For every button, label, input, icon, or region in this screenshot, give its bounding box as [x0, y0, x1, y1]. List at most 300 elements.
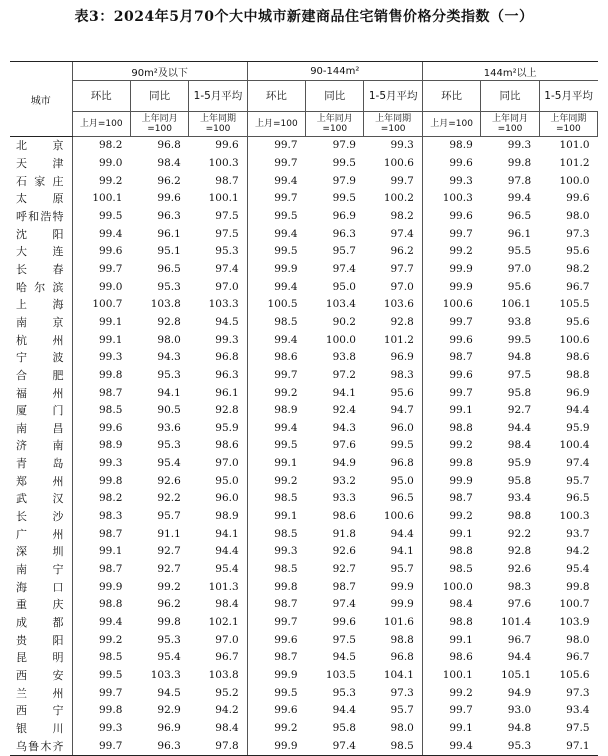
index-value: 97.1 — [539, 737, 597, 755]
index-value: 103.4 — [325, 298, 356, 311]
index-value: 98.4 — [157, 156, 181, 169]
index-value: 99.6 — [332, 616, 356, 629]
group-header-small: 90m²及以下 — [72, 62, 247, 81]
index-value: 100.0 — [325, 333, 356, 346]
index-value: 104.1 — [383, 669, 414, 682]
index-value: 95.3 — [157, 368, 181, 381]
index-value: 98.4 — [422, 596, 480, 614]
index-value: 98.7 — [72, 561, 130, 579]
index-value: 99.7 — [72, 261, 130, 279]
index-value: 94.4 — [332, 704, 356, 717]
index-value: 94.4 — [566, 404, 590, 417]
index-value: 97.5 — [215, 227, 239, 240]
index-value: 99.2 — [157, 580, 181, 593]
city-name: 青岛 — [16, 457, 64, 471]
index-value: 98.3 — [390, 368, 414, 381]
index-value: 100.7 — [72, 296, 130, 314]
index-value: 99.1 — [247, 508, 305, 526]
index-value: 98.2 — [72, 137, 130, 155]
table-row — [10, 702, 598, 720]
group-header-medium: 90-144m² — [247, 62, 422, 81]
index-value: 95.3 — [157, 633, 181, 646]
index-value: 98.7 — [247, 596, 305, 614]
index-value: 99.5 — [507, 333, 532, 346]
index-value: 99.7 — [247, 614, 305, 632]
index-value: 98.4 — [215, 721, 239, 734]
index-value: 95.0 — [215, 474, 239, 487]
index-value: 100.2 — [383, 192, 414, 205]
index-value: 105.6 — [559, 669, 590, 682]
index-value: 96.5 — [507, 209, 532, 222]
index-value: 99.1 — [422, 525, 480, 543]
index-value: 99.6 — [72, 243, 130, 261]
index-value: 97.0 — [507, 262, 532, 275]
index-value: 95.1 — [157, 245, 181, 258]
table-row — [10, 472, 598, 490]
index-value: 94.4 — [507, 421, 532, 434]
index-value: 103.6 — [383, 298, 414, 311]
index-value: 100.1 — [422, 667, 480, 685]
index-value: 99.6 — [422, 208, 480, 226]
index-value: 96.9 — [566, 386, 590, 399]
index-value: 100.4 — [559, 439, 590, 452]
index-value: 105.5 — [559, 298, 590, 311]
index-value: 101.6 — [383, 616, 414, 629]
city-name: 昆明 — [16, 651, 64, 665]
index-value: 97.9 — [332, 174, 356, 187]
index-value: 95.4 — [566, 563, 590, 576]
city-name: 福州 — [16, 386, 64, 400]
index-value: 99.4 — [247, 278, 305, 296]
index-value: 101.2 — [559, 156, 590, 169]
city-name: 上海 — [16, 298, 64, 312]
index-value: 98.6 — [422, 649, 480, 667]
index-value: 99.9 — [247, 737, 305, 755]
city-name: 南宁 — [16, 563, 64, 577]
city-name: 天津 — [16, 156, 64, 170]
index-value: 94.4 — [507, 651, 532, 664]
index-value: 103.9 — [559, 616, 590, 629]
index-value: 99.5 — [247, 437, 305, 455]
table-row — [10, 296, 598, 314]
index-value: 92.6 — [507, 563, 532, 576]
index-value: 98.8 — [72, 596, 130, 614]
index-value: 99.7 — [72, 684, 130, 702]
index-value: 99.3 — [72, 349, 130, 367]
table-row — [10, 455, 598, 473]
metric-header: 同比 — [306, 81, 364, 112]
index-value: 98.0 — [566, 209, 590, 222]
index-value: 94.8 — [507, 721, 532, 734]
city-name: 贵阳 — [16, 633, 64, 647]
index-value: 94.5 — [215, 315, 239, 328]
index-value: 99.6 — [566, 192, 590, 205]
metric-header: 同比 — [481, 81, 539, 112]
index-value: 95.7 — [566, 474, 590, 487]
index-value: 94.7 — [390, 404, 414, 417]
table-row — [10, 155, 598, 173]
city-column-header: 城市 — [10, 62, 72, 137]
index-value: 99.1 — [422, 631, 480, 649]
city-name: 合肥 — [16, 368, 64, 382]
index-value: 103.3 — [150, 669, 181, 682]
index-value: 99.5 — [72, 667, 130, 685]
index-value: 92.7 — [332, 563, 356, 576]
index-value: 99.1 — [247, 455, 305, 473]
index-value: 99.9 — [247, 261, 305, 279]
index-value: 99.6 — [422, 367, 480, 385]
index-value: 99.3 — [72, 455, 130, 473]
city-name: 哈尔滨 — [16, 280, 64, 294]
index-value: 94.9 — [332, 457, 356, 470]
index-value: 94.3 — [157, 351, 181, 364]
table-row — [10, 578, 598, 596]
index-value: 99.5 — [390, 439, 414, 452]
table-row — [10, 508, 598, 526]
index-value: 98.7 — [72, 384, 130, 402]
index-value: 97.4 — [390, 227, 414, 240]
city-name: 西安 — [16, 669, 64, 683]
index-value: 93.3 — [332, 492, 356, 505]
metric-header: 1-5月平均 — [539, 81, 597, 112]
table-row — [10, 684, 598, 702]
index-value: 92.7 — [507, 404, 532, 417]
index-value: 96.9 — [157, 721, 181, 734]
index-value: 93.6 — [157, 421, 181, 434]
index-value: 105.1 — [501, 669, 532, 682]
index-value: 98.8 — [422, 420, 480, 438]
index-value: 99.4 — [507, 192, 532, 205]
index-value: 99.2 — [422, 508, 480, 526]
index-value: 92.8 — [157, 315, 181, 328]
index-value: 98.2 — [390, 209, 414, 222]
city-name: 兰州 — [16, 686, 64, 700]
index-value: 93.7 — [566, 527, 590, 540]
index-value: 92.4 — [332, 404, 356, 417]
index-value: 92.7 — [157, 563, 181, 576]
index-value: 95.4 — [215, 563, 239, 576]
index-value: 95.7 — [390, 563, 414, 576]
index-value: 95.6 — [507, 280, 532, 293]
index-value: 98.0 — [566, 633, 590, 646]
index-value: 98.9 — [72, 437, 130, 455]
index-value: 98.8 — [566, 368, 590, 381]
index-value: 99.6 — [215, 139, 239, 152]
index-value: 103.3 — [208, 298, 239, 311]
index-value: 103.5 — [325, 669, 356, 682]
index-value: 92.7 — [157, 545, 181, 558]
index-value: 96.3 — [157, 209, 181, 222]
index-value: 99.7 — [422, 314, 480, 332]
index-value: 99.2 — [422, 684, 480, 702]
index-value: 99.6 — [422, 331, 480, 349]
index-value: 95.3 — [332, 686, 356, 699]
table-row — [10, 596, 598, 614]
index-value: 90.2 — [332, 315, 356, 328]
index-value: 98.7 — [72, 525, 130, 543]
index-value: 99.7 — [390, 174, 414, 187]
index-value: 93.4 — [566, 704, 590, 717]
index-value: 103.8 — [150, 298, 181, 311]
index-value: 100.6 — [422, 296, 480, 314]
index-value: 106.1 — [501, 298, 532, 311]
city-name: 武汉 — [16, 492, 64, 506]
index-value: 94.9 — [507, 686, 532, 699]
index-value: 100.1 — [72, 190, 130, 208]
index-value: 96.7 — [507, 633, 532, 646]
index-value: 99.4 — [247, 331, 305, 349]
table-row — [10, 649, 598, 667]
index-value: 95.9 — [215, 421, 239, 434]
index-value: 94.2 — [215, 704, 239, 717]
index-value: 99.4 — [72, 614, 130, 632]
index-value: 92.2 — [507, 527, 532, 540]
metric-header: 同比 — [130, 81, 188, 112]
table-row — [10, 737, 598, 755]
table-row — [10, 243, 598, 261]
index-value: 97.5 — [215, 209, 239, 222]
city-name: 深圳 — [16, 545, 64, 559]
index-value: 97.4 — [566, 457, 590, 470]
index-value: 92.6 — [157, 474, 181, 487]
index-value: 96.2 — [157, 174, 181, 187]
index-value: 99.9 — [422, 472, 480, 490]
index-value: 98.8 — [422, 543, 480, 561]
index-value: 99.2 — [422, 437, 480, 455]
index-value: 99.3 — [72, 720, 130, 738]
city-name: 成都 — [16, 616, 64, 630]
index-value: 98.0 — [157, 333, 181, 346]
index-value: 96.8 — [157, 139, 181, 152]
table-row — [10, 261, 598, 279]
index-value: 99.2 — [72, 172, 130, 190]
index-value: 96.7 — [566, 280, 590, 293]
index-value: 98.9 — [247, 402, 305, 420]
table-row — [10, 208, 598, 226]
city-name: 银川 — [16, 721, 64, 735]
index-value: 96.3 — [130, 737, 188, 755]
city-name: 大连 — [16, 245, 64, 259]
city-name: 沈阳 — [16, 227, 64, 241]
index-value: 102.1 — [208, 616, 239, 629]
index-value: 99.1 — [422, 402, 480, 420]
index-value: 95.8 — [507, 386, 532, 399]
index-value: 100.7 — [559, 598, 590, 611]
index-value: 92.6 — [332, 545, 356, 558]
index-value: 96.5 — [157, 262, 181, 275]
base-header: 上月=100 — [247, 112, 305, 137]
metric-header: 环比 — [422, 81, 480, 112]
metric-header: 1-5月平均 — [364, 81, 422, 112]
table-row — [10, 631, 598, 649]
index-value: 94.1 — [157, 386, 181, 399]
index-value: 99.4 — [72, 225, 130, 243]
city-name: 南昌 — [16, 421, 64, 435]
index-value: 103.8 — [208, 669, 239, 682]
index-value: 98.7 — [422, 349, 480, 367]
index-value: 99.9 — [247, 667, 305, 685]
index-value: 99.8 — [507, 156, 532, 169]
index-value: 96.1 — [157, 227, 181, 240]
table-row — [10, 225, 598, 243]
index-value: 98.6 — [566, 351, 590, 364]
index-value: 94.5 — [157, 686, 181, 699]
index-value: 96.8 — [390, 457, 414, 470]
index-value: 99.2 — [247, 472, 305, 490]
index-value: 99.2 — [247, 720, 305, 738]
index-value: 96.5 — [566, 492, 590, 505]
base-header: 上年同月=100 — [130, 112, 188, 137]
price-index-table — [10, 61, 598, 756]
index-value: 97.8 — [507, 174, 532, 187]
index-value: 97.0 — [390, 280, 414, 293]
index-value: 97.3 — [390, 686, 414, 699]
index-value: 98.9 — [422, 137, 480, 155]
index-value: 99.8 — [72, 702, 130, 720]
index-value: 97.2 — [332, 368, 356, 381]
index-value: 95.0 — [332, 280, 356, 293]
index-value: 94.1 — [332, 386, 356, 399]
index-value: 99.4 — [247, 225, 305, 243]
index-value: 95.8 — [507, 474, 532, 487]
index-value: 95.6 — [566, 315, 590, 328]
city-name: 呼和浩特 — [16, 209, 64, 223]
index-value: 99.5 — [332, 192, 356, 205]
index-value: 99.3 — [247, 543, 305, 561]
index-value: 97.6 — [332, 439, 356, 452]
index-value: 94.2 — [566, 545, 590, 558]
index-value: 100.0 — [559, 174, 590, 187]
index-value: 92.8 — [390, 315, 414, 328]
group-header-large: 144m²以上 — [422, 62, 597, 81]
city-name: 乌鲁木齐 — [10, 737, 72, 755]
index-value: 98.5 — [72, 649, 130, 667]
index-value: 97.7 — [390, 262, 414, 275]
index-value: 98.5 — [422, 561, 480, 579]
index-value: 99.6 — [247, 631, 305, 649]
city-name: 广州 — [16, 527, 64, 541]
index-value: 96.9 — [390, 351, 414, 364]
index-value: 98.6 — [332, 510, 356, 523]
index-value: 91.1 — [157, 527, 181, 540]
index-value: 99.2 — [422, 243, 480, 261]
table-body — [10, 137, 598, 756]
index-value: 97.0 — [215, 280, 239, 293]
table-row — [10, 420, 598, 438]
index-value: 96.0 — [390, 421, 414, 434]
index-value: 95.0 — [390, 474, 414, 487]
index-value: 97.0 — [215, 457, 239, 470]
table-row — [10, 278, 598, 296]
index-value: 98.3 — [507, 580, 532, 593]
index-value: 101.0 — [559, 139, 590, 152]
index-value: 95.7 — [332, 245, 356, 258]
index-value: 92.2 — [157, 492, 181, 505]
index-value: 99.1 — [72, 543, 130, 561]
index-value: 99.5 — [247, 208, 305, 226]
index-value: 99.6 — [247, 702, 305, 720]
index-value: 97.4 — [215, 262, 239, 275]
index-value: 96.1 — [215, 386, 239, 399]
index-value: 100.3 — [422, 190, 480, 208]
table-row — [10, 349, 598, 367]
index-value: 99.9 — [422, 278, 480, 296]
index-value: 99.2 — [72, 631, 130, 649]
index-value: 98.2 — [566, 262, 590, 275]
table-row — [10, 543, 598, 561]
table-row — [10, 667, 598, 685]
city-name: 杭州 — [16, 333, 64, 347]
city-name: 郑州 — [16, 474, 64, 488]
index-value: 98.7 — [332, 580, 356, 593]
index-value: 99.7 — [422, 702, 480, 720]
index-value: 96.2 — [390, 245, 414, 258]
index-value: 97.4 — [332, 598, 356, 611]
index-value: 93.8 — [507, 315, 532, 328]
base-header: 上年同月=100 — [306, 112, 364, 137]
index-value: 96.8 — [390, 651, 414, 664]
index-value: 98.8 — [390, 633, 414, 646]
index-value: 94.1 — [390, 545, 414, 558]
index-value: 97.5 — [507, 368, 532, 381]
base-header: 上年同月=100 — [481, 112, 539, 137]
city-name: 太原 — [16, 192, 64, 206]
index-value: 98.5 — [247, 561, 305, 579]
city-name: 厦门 — [16, 404, 64, 418]
base-header: 上年同期=100 — [189, 112, 247, 137]
base-header: 上年同期=100 — [364, 112, 422, 137]
index-value: 100.6 — [383, 510, 414, 523]
index-value: 96.3 — [215, 368, 239, 381]
table-title: 表3：2024年5月70个大中城市新建商品住宅销售价格分类指数（一） — [74, 9, 534, 25]
index-value: 99.3 — [422, 172, 480, 190]
index-value: 94.3 — [332, 421, 356, 434]
table-row — [10, 437, 598, 455]
city-name: 长沙 — [16, 510, 64, 524]
index-value: 99.0 — [72, 278, 130, 296]
index-value: 95.5 — [507, 245, 532, 258]
index-value: 99.4 — [247, 172, 305, 190]
index-value: 99.3 — [215, 333, 239, 346]
index-value: 99.9 — [72, 578, 130, 596]
base-header: 上月=100 — [422, 112, 480, 137]
index-value: 93.0 — [507, 704, 532, 717]
index-value: 95.3 — [157, 280, 181, 293]
city-name: 宁波 — [16, 351, 64, 365]
metric-header: 环比 — [72, 81, 130, 112]
index-value: 99.8 — [566, 580, 590, 593]
index-value: 99.7 — [247, 155, 305, 173]
index-value: 100.0 — [422, 578, 480, 596]
index-value: 99.6 — [422, 155, 480, 173]
index-value: 94.4 — [215, 545, 239, 558]
index-value: 97.3 — [566, 686, 590, 699]
index-value: 98.2 — [72, 490, 130, 508]
index-value: 96.8 — [215, 351, 239, 364]
index-value: 97.4 — [332, 262, 356, 275]
base-header: 上月=100 — [72, 112, 130, 137]
index-value: 99.6 — [157, 192, 181, 205]
index-value: 99.1 — [72, 314, 130, 332]
index-value: 98.4 — [215, 598, 239, 611]
table-row — [10, 490, 598, 508]
table-row — [10, 384, 598, 402]
city-name: 长春 — [16, 262, 64, 276]
index-value: 98.6 — [215, 439, 239, 452]
index-value: 99.4 — [247, 420, 305, 438]
index-value: 99.7 — [247, 137, 305, 155]
index-value: 100.6 — [559, 333, 590, 346]
